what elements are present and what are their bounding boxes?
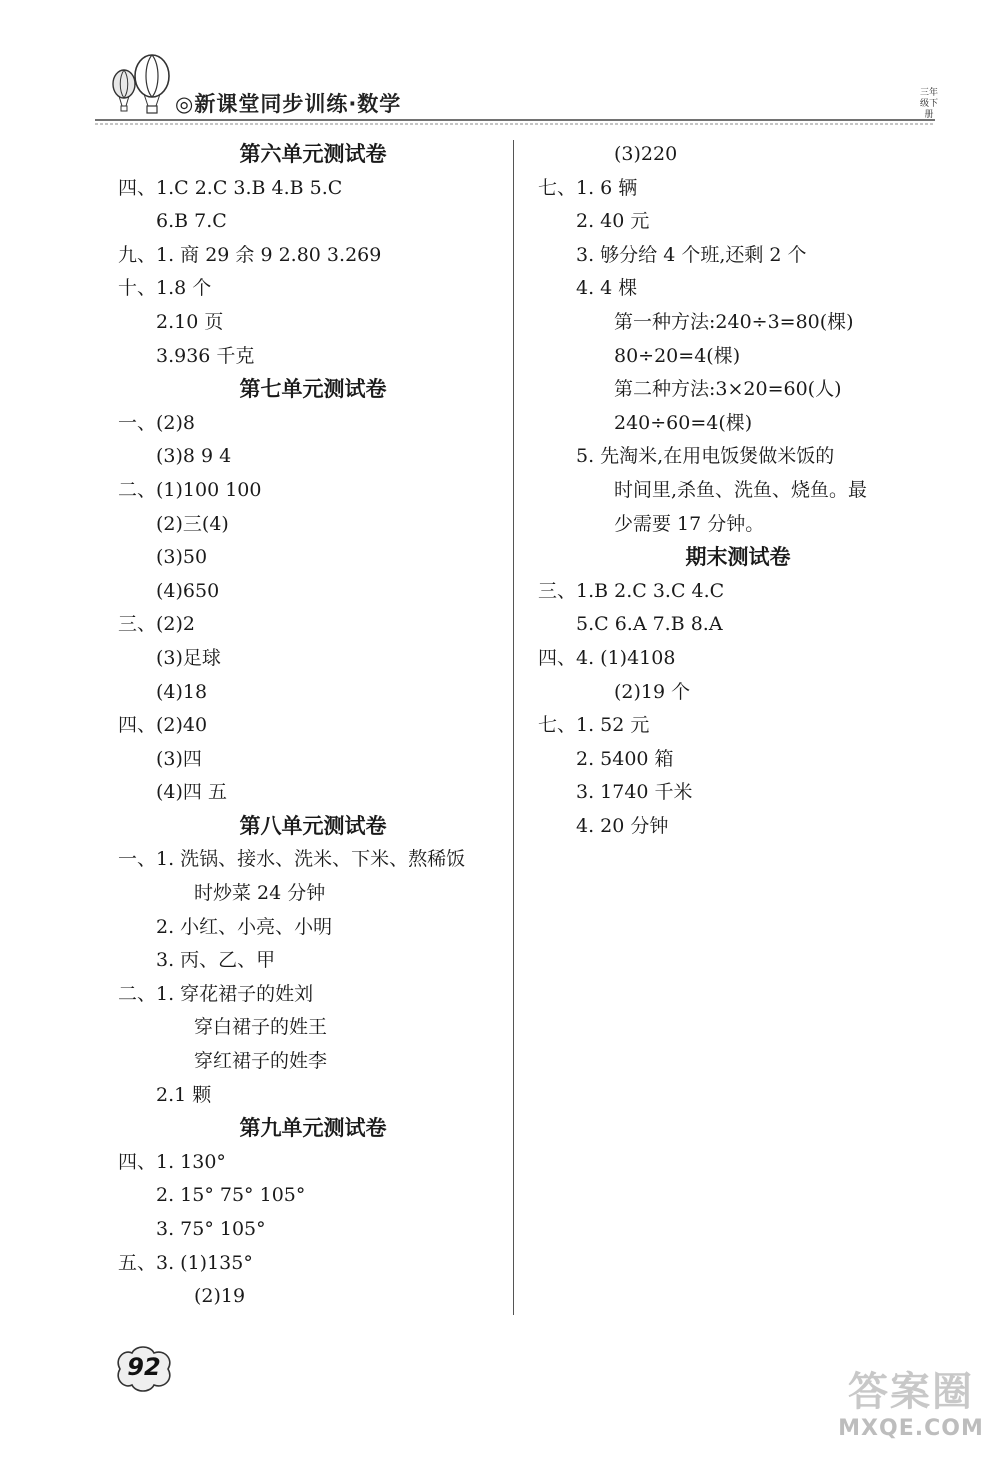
answer-line: (4)650 [156, 579, 220, 602]
answer-line: 3. 75° 105° [156, 1218, 266, 1240]
answer-line: 七、1. 6 辆 [538, 176, 638, 199]
answer-line: 2. 5400 箱 [576, 747, 674, 770]
answer-line: (3)四 [156, 747, 202, 770]
page-number-badge [112, 1343, 176, 1395]
section-heading: 期末测试卷 [685, 545, 791, 570]
answer-line: (3)220 [614, 143, 678, 165]
header-title: ◎新课堂同步训练·数学 [175, 92, 402, 116]
answer-line: 三、1.B 2.C 3.C 4.C [538, 579, 725, 602]
answer-line: 5.C 6.A 7.B 8.A [576, 613, 723, 636]
answer-line: 3. 丙、乙、甲 [156, 949, 276, 972]
column-divider [513, 140, 514, 1315]
answer-line: 七、1. 52 元 [538, 714, 650, 737]
answer-line: 时间里,杀鱼、洗鱼、烧鱼。最 [614, 478, 868, 501]
answer-line: 一、(2)8 [118, 411, 196, 434]
answer-line: 穿红裙子的姓李 [194, 1050, 328, 1073]
answer-line: 5. 先淘米,在用电饭煲做米饭的 [576, 445, 835, 468]
page-number: 92 [127, 1353, 161, 1381]
page-header [90, 50, 950, 130]
answer-line: 3. 1740 千米 [576, 781, 693, 804]
answer-line: 2.1 颗 [156, 1083, 212, 1106]
section-heading: 第八单元测试卷 [239, 813, 387, 838]
answer-line: 4. 20 分钟 [576, 814, 669, 837]
answer-line: 6.B 7.C [156, 210, 227, 233]
answer-line: 四、4. (1)4108 [538, 646, 676, 669]
answer-line: 少需要 17 分钟。 [614, 512, 765, 535]
section-heading: 第七单元测试卷 [239, 377, 387, 402]
answer-line: (2)三(4) [156, 512, 229, 535]
answer-line: 三、(2)2 [118, 613, 196, 636]
watermark-logo-text: 答案圈 [848, 1369, 974, 1415]
answer-line: 十、1.8 个 [118, 277, 212, 300]
header-rule [95, 118, 935, 126]
answer-line: 3. 够分给 4 个班,还剩 2 个 [576, 243, 807, 266]
answer-line: (2)19 [194, 1285, 246, 1308]
answer-line: (3)8 9 4 [156, 445, 232, 468]
answer-line: (3)足球 [156, 646, 221, 669]
answer-line: 四、1.C 2.C 3.B 4.B 5.C [118, 176, 343, 199]
answer-line: 3.936 千克 [156, 344, 255, 367]
grade-tag: 三年级下册 [919, 88, 938, 120]
answer-line: 第二种方法:3×20=60(人) [614, 378, 842, 401]
right-column [538, 138, 938, 843]
hot-air-balloon-icon [100, 50, 180, 122]
watermark-url: MXQE.COM [838, 1416, 984, 1441]
site-watermark [836, 1360, 986, 1450]
answer-line: 2. 15° 75° 105° [156, 1184, 306, 1207]
answer-line: 第一种方法:240÷3=80(棵) [614, 310, 854, 333]
answer-line: 二、1. 穿花裙子的姓刘 [118, 982, 314, 1005]
section-heading: 第六单元测试卷 [239, 142, 387, 166]
answer-line: 五、3. (1)135° [118, 1251, 253, 1274]
left-column [118, 138, 508, 1314]
answer-line: (4)18 [156, 680, 208, 703]
answer-line: 九、1. 商 29 余 9 2.80 3.269 [118, 243, 382, 266]
answer-line: 80÷20=4(棵) [614, 344, 741, 367]
answer-line: 时炒菜 24 分钟 [194, 882, 326, 905]
answer-line: 2.10 页 [156, 310, 224, 333]
section-heading: 第九单元测试卷 [239, 1116, 387, 1141]
answer-line: (3)50 [156, 546, 208, 569]
answer-line: 2. 小红、小亮、小明 [156, 915, 333, 938]
answer-line: 2. 40 元 [576, 210, 650, 233]
answer-line: 四、(2)40 [118, 714, 208, 737]
answer-line: 穿白裙子的姓王 [194, 1016, 328, 1039]
answer-line: 四、1. 130° [118, 1150, 226, 1173]
answer-line: 一、1. 洗锅、接水、洗米、下米、熬稀饭 [118, 848, 466, 871]
answer-line: 二、(1)100 100 [118, 478, 262, 501]
answer-line: 4. 4 棵 [576, 277, 638, 300]
answer-line: 240÷60=4(棵) [614, 411, 753, 434]
answer-line: (4)四 五 [156, 781, 227, 804]
answer-line: (2)19 个 [614, 680, 691, 703]
